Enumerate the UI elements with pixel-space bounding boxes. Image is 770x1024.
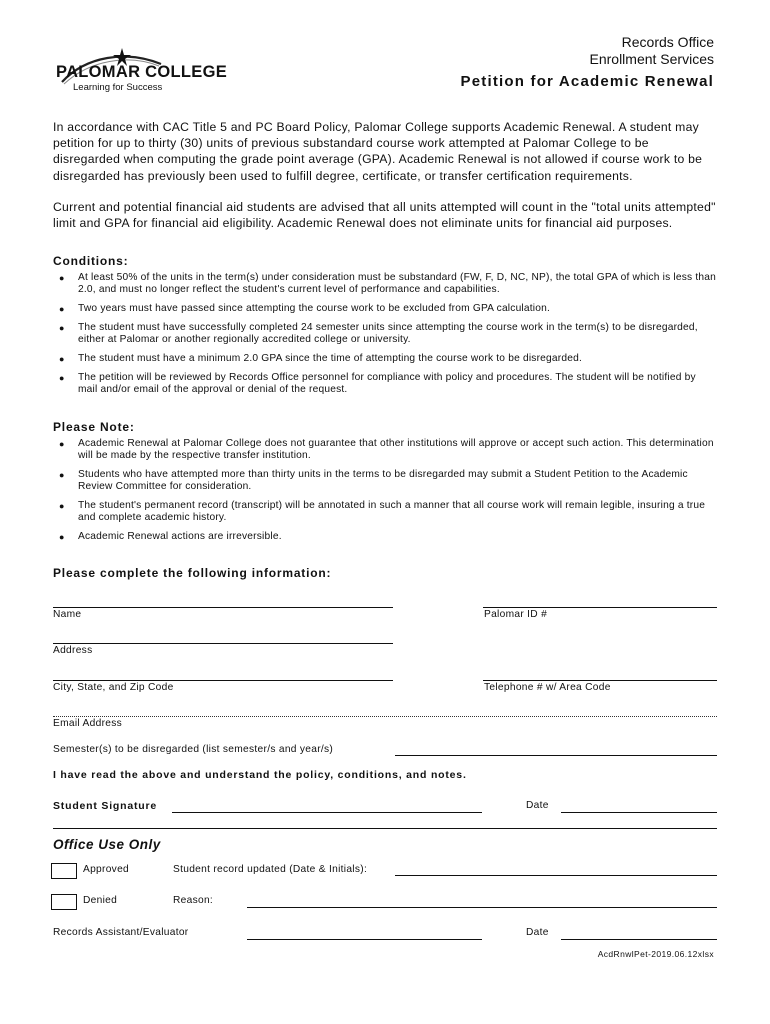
record-updated-label: Student record updated (Date & Initials): <box>173 864 368 875</box>
bullet-icon: ● <box>59 323 65 333</box>
list-item: ● Students who have attempted more than thirty units in the terms to be disregarded may submit a Student Petition to the Academic Review Committee for consideration. <box>59 469 688 492</box>
bullet-icon: ● <box>59 273 65 283</box>
reason-field[interactable] <box>247 907 717 908</box>
records-assistant-field[interactable] <box>247 939 482 940</box>
address-label: Address <box>53 645 93 656</box>
semesters-label: Semester(s) to be disregarded (list semester/s and year/s) <box>53 744 334 755</box>
email-label: Email Address <box>53 718 123 729</box>
denied-checkbox[interactable] <box>51 894 77 910</box>
list-item: ● Two years must have passed since attempting the course work to be excluded from GPA calculation. <box>59 303 551 314</box>
list-item: ● The petition will be reviewed by Records Office personnel for compliance with policy and procedures. The student will be notified by mail and/or email of the approval or denial of the request. <box>59 372 696 395</box>
page-title: Petition for Academic Renewal <box>460 73 714 90</box>
name-label: Name <box>53 609 82 620</box>
address-field[interactable] <box>53 643 393 644</box>
list-item: ● Academic Renewal at Palomar College does not guarantee that other institutions will approve or accept such action. This determination will be made by the respective transfer institution. <box>59 438 714 461</box>
denied-label: Denied <box>83 895 118 906</box>
list-item: ● Academic Renewal actions are irreversible. <box>59 531 282 542</box>
list-item: ● The student must have successfully completed 24 semester units since attempting the course work in the term(s) to be disregarded, either at Palomar or another regionally accredited college or university. <box>59 322 698 345</box>
office-use-heading: Office Use Only <box>53 837 161 852</box>
bullet-icon: ● <box>59 470 65 480</box>
department-name: Enrollment Services <box>589 51 714 67</box>
logo-wordmark: PALOMAR COLLEGE <box>56 63 228 81</box>
records-assistant-label: Records Assistant/Evaluator <box>53 927 189 938</box>
student-signature-field[interactable] <box>172 812 482 813</box>
palomar-id-label: Palomar ID # <box>484 609 548 620</box>
list-item: ● The student's permanent record (transcript) will be annotated in such a manner that all course work will remain legible, insuring a true and complete academic history. <box>59 500 706 523</box>
city-state-zip-field[interactable] <box>53 680 393 681</box>
approved-label: Approved <box>83 864 130 875</box>
reason-label: Reason: <box>173 895 214 906</box>
bullet-icon: ● <box>59 501 65 511</box>
telephone-field[interactable] <box>483 680 717 681</box>
approved-checkbox[interactable] <box>51 863 77 879</box>
intro-paragraph: In accordance with CAC Title 5 and PC Board Policy, Palomar College supports Academic Renewal. A student may petition for up to thirty (30) units of previous substandard course work attempted at Palomar College to be disregarded when computing the grade point average (GPA). Academic Renewal is not allowed if course work to be disregarded has previously been used to fulfill degree, certificate, or transfer certification requirements. <box>53 120 703 183</box>
notes-list <box>53 438 718 550</box>
office-date-field[interactable] <box>561 939 717 940</box>
bullet-icon: ● <box>59 532 65 542</box>
list-item: ● At least 50% of the units in the term(s) under consideration must be substandard (FW, F, D, NC, NP), the total GPA of which is less than 2.0, and must no longer reflect the student's current level of performance and capabilities. <box>59 272 716 295</box>
signature-date-label: Date <box>526 800 549 811</box>
record-updated-field[interactable] <box>395 875 717 876</box>
office-divider <box>53 828 717 829</box>
palomar-college-logo <box>56 48 241 98</box>
list-item: ● The student must have a minimum 2.0 GPA since the time of attempting the course work to be disregarded. <box>59 353 582 364</box>
student-signature-label: Student Signature <box>53 800 158 812</box>
signature-date-field[interactable] <box>561 812 717 813</box>
form-heading: Please complete the following information: <box>53 566 332 580</box>
email-field[interactable] <box>53 716 717 717</box>
name-field[interactable] <box>53 607 393 608</box>
conditions-list <box>53 272 718 403</box>
bullet-icon: ● <box>59 439 65 449</box>
office-name: Records Office <box>621 34 714 50</box>
please-note-heading: Please Note: <box>53 420 135 434</box>
form-code: AcdRnwlPet-2019.06.12xlsx <box>597 949 714 959</box>
bullet-icon: ● <box>59 373 65 383</box>
city-state-zip-label: City, State, and Zip Code <box>53 682 174 693</box>
bullet-icon: ● <box>59 304 65 314</box>
semesters-field[interactable] <box>395 755 717 756</box>
logo-tagline: Learning for Success <box>73 82 163 93</box>
conditions-heading: Conditions: <box>53 254 129 268</box>
telephone-label: Telephone # w/ Area Code <box>484 682 611 693</box>
acknowledgement-text: I have read the above and understand the policy, conditions, and notes. <box>53 769 467 781</box>
financial-aid-paragraph: Current and potential financial aid students are advised that all units attempted will count in the "total units attempted" limit and GPA for financial aid eligibility. Academic Renewal does not eliminate units for financial aid purposes. <box>53 200 716 231</box>
bullet-icon: ● <box>59 354 65 364</box>
office-date-label: Date <box>526 927 549 938</box>
palomar-id-field[interactable] <box>483 607 717 608</box>
